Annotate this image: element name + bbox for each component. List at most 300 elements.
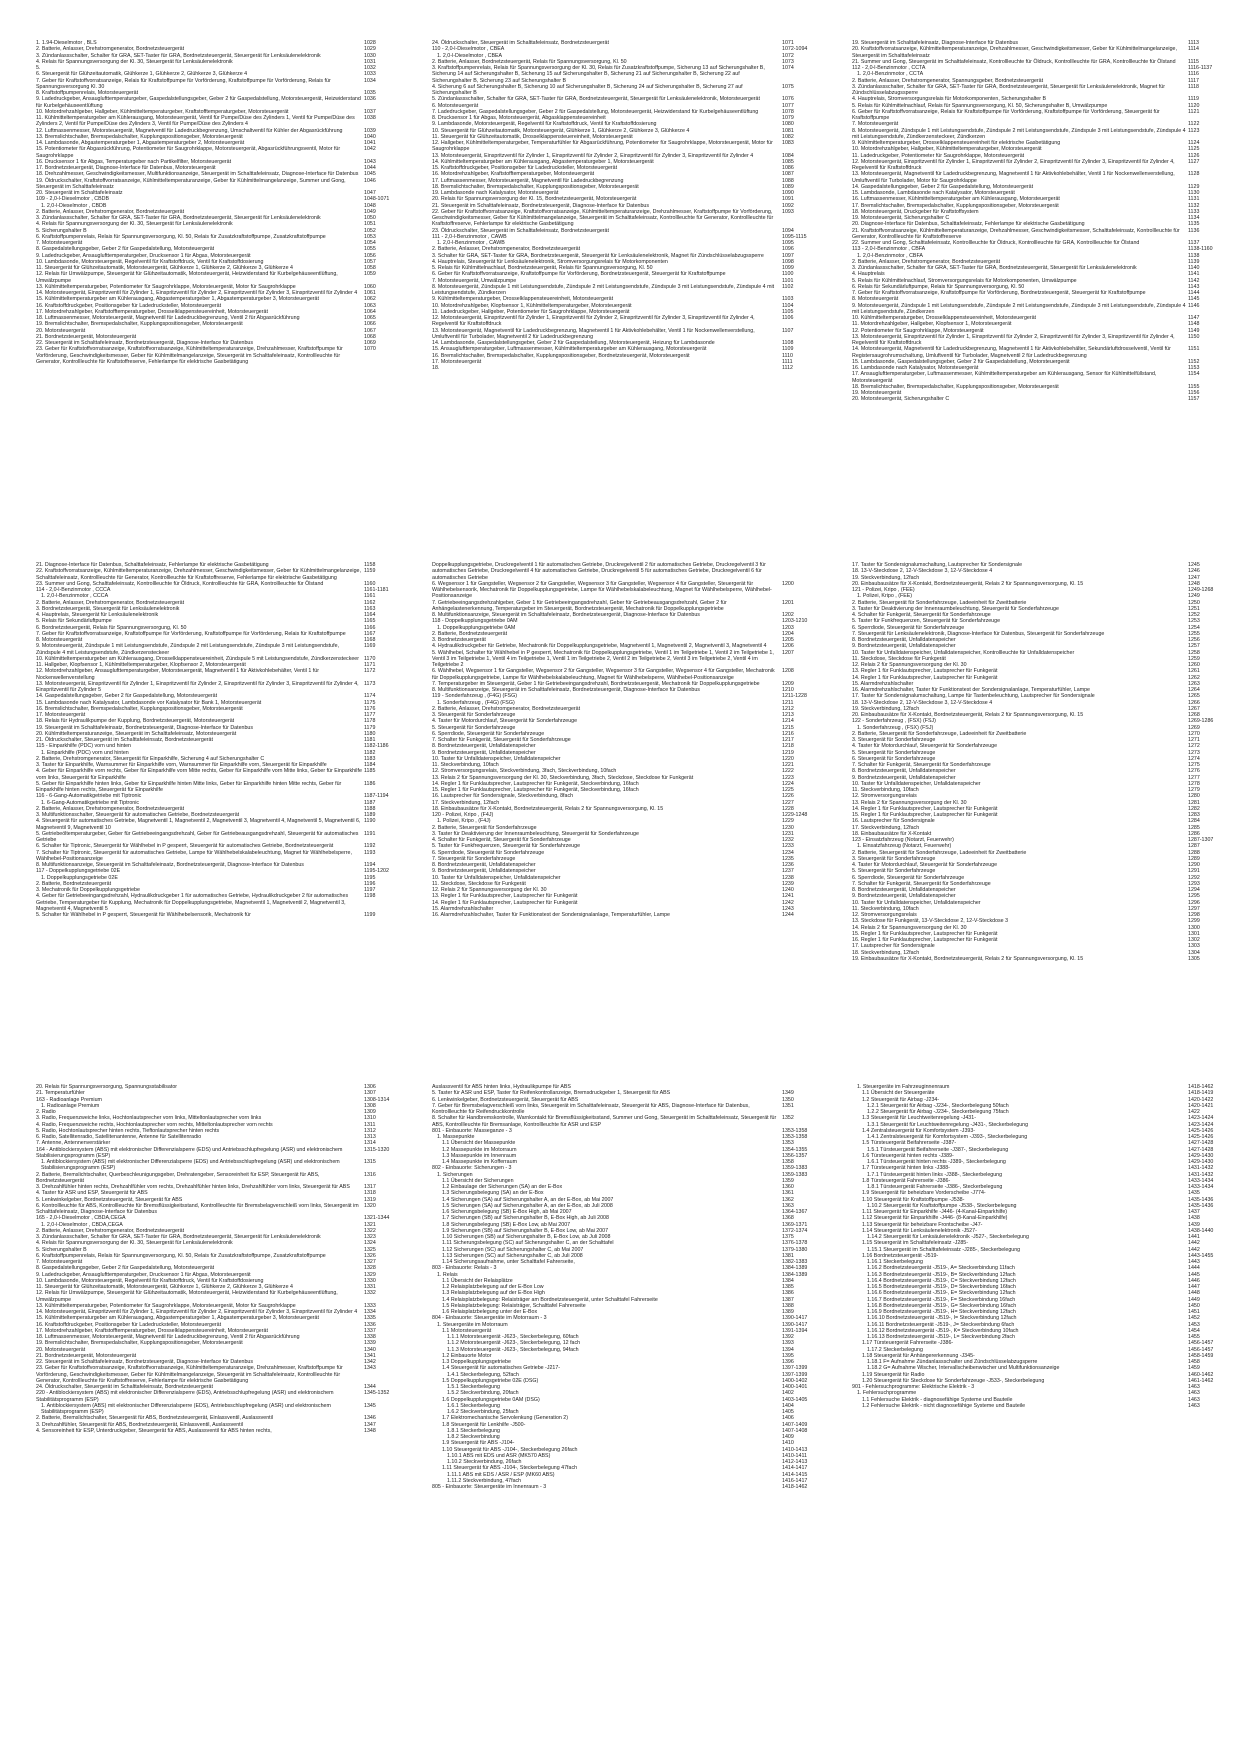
entry-page-number: 1169: [364, 643, 376, 650]
entry-title: 5. Relais für Sekundärluftpumpe: [36, 618, 112, 625]
entry-title: 7. Geber für Bremsbelagverschleiß vorn links, Steuergerät im Schalttafeleinsatz, Steuergerät für ABS, Diagnose-Interface für Datenbus, Kontrollleuchte für Reifendruckkontrolle: [432, 1102, 750, 1115]
entry-title: 1.1 Übersicht der Relaisplätze: [442, 1277, 513, 1284]
entry-title: 7. Schalter für Tiptronic, Steuergerät für automatisches Getriebe, Lampe für Wählhebelskalabeleuchtung, Magnet für Wählhebelsperre, Wählhebel-Positionsanzeige: [36, 849, 352, 862]
entry-title: 1. 2,0-l-Dieselmotor , CBDB: [41, 202, 107, 209]
entry-page-number: 1451: [1188, 1309, 1200, 1315]
entry-page-number: 1186: [364, 780, 376, 787]
entry-title: 4. Relais für Spannungsversorgung der Kl. 30, Steuergerät für Lenksäulenelektronik: [36, 1240, 233, 1247]
entry-page-number: 1441: [1188, 1234, 1200, 1240]
entry-page-number: 1152: [1188, 358, 1200, 365]
entry-page-number: 1389: [782, 1309, 794, 1315]
entry-page-number: 1279: [1188, 787, 1200, 793]
entry-page-number: 1176: [364, 705, 376, 712]
entry-title: 4. Schalter für Funkgerät, Steuergerät für Sonderfahrzeuge: [852, 612, 991, 618]
entry-page-number: 1180: [364, 730, 376, 737]
entry-title: 1.20 Steuergerät für Steckdose für Sonderfahrzeuge -J533-, Steckerbelegung: [862, 1377, 1045, 1384]
index-entry[interactable]: [852, 128, 1232, 141]
entry-page-number: 1232: [782, 837, 794, 843]
index-entry[interactable]: [432, 1103, 826, 1116]
entry-title: 14. Gaspedalstellungsgeber, Geber 2 für Gaspedalstellung, Motorsteuergerät: [36, 693, 218, 700]
entry-title: 1.4 Sicherungen (SA) auf Sicherungshalter A, an der E-Box, ab Mai 2007: [442, 1196, 614, 1203]
entry-page-number: 1395: [782, 1352, 794, 1359]
index-panel-3: [0, 1084, 1240, 1744]
entry-title: 1. Relais: [437, 1271, 458, 1278]
entry-title: 4. Geber für Getriebeeingangsdrehzahl, Hydraulikdruckgeber 1 für automatisches Getriebe, Hydraulikdruckgeber 2 für automatisches Getriebe, Temperaturgeber für Kupplung, Mechatronik für Doppelkupplungsgetriebe, Magnetventil 1, Magnetventil 2, Magnetventil 3, Magnetventil 4, Magnetventil 5: [36, 893, 349, 912]
entry-title: 16. Kraftstoffdruckgeber, Positionsgeber für Ladedrucksteller, Motorsteuergerät: [36, 1321, 222, 1328]
index-entry[interactable]: [36, 78, 408, 91]
entry-page-number: 1407-1408: [782, 1427, 808, 1434]
entry-page-number: 1073: [782, 58, 794, 65]
entry-page-number: 1265: [1188, 693, 1200, 700]
index-entry[interactable]: [36, 1403, 408, 1416]
entry-title: 7. Motorsteuergerät: [36, 240, 83, 246]
entry-page-number: 1463: [1188, 1390, 1200, 1397]
entry-page-number: 1141: [1188, 271, 1200, 278]
entry-page-number: 1348: [364, 1427, 376, 1434]
entry-page-number: 1171: [364, 662, 376, 668]
index-entry[interactable]: [432, 365, 826, 371]
index-entry[interactable]: [36, 831, 408, 844]
entry-title: 1. Fehlersuchprogramme: [857, 1390, 917, 1397]
entry-page-number: 1376-1378: [782, 1240, 808, 1247]
index-entry[interactable]: [36, 271, 408, 284]
entry-title: 7. Motorsteuergerät: [852, 121, 899, 128]
index-entry[interactable]: [36, 668, 408, 681]
entry-page-number: 1078: [782, 108, 794, 115]
entry-page-number: 1293: [1188, 880, 1200, 887]
entry-page-number: 1157: [1188, 396, 1200, 403]
entry-title: 5. Lenkwinkelgeber, Bordnetzsteuergerät, Steuergerät für ABS: [36, 1196, 183, 1203]
entry-page-number: 1418-1462: [1188, 1084, 1214, 1090]
entry-page-number: 1328: [364, 1265, 376, 1272]
entry-title: 12. Motorsteuergerät, Einspritzventil für Zylinder 1, Einspritzventil für Zylinder 2, Einspritzventil für Zylinder 3, Einspritzventil für Zylinder 4, Regelventil für Kraftstoffdruck: [852, 158, 1175, 171]
entry-title: 19. Lambdasonde nach Katalysator, Motorsteuergerät: [432, 190, 559, 196]
entry-title: 18. Relais für Hydraulikpumpe der Kupplung, Bordnetzsteuergerät, Motorsteuergerät: [36, 718, 235, 725]
index-entry[interactable]: [432, 581, 826, 600]
entry-title: 1.16.3 Bordnetzsteuergerät -J519-, B= Steckverbindung 12fach: [867, 1271, 1016, 1278]
entry-page-number: 1288: [1188, 849, 1200, 856]
entry-page-number: 1362: [782, 1196, 794, 1203]
entry-page-number: 1129: [1188, 183, 1200, 190]
index-entry[interactable]: [852, 371, 1232, 384]
index-entry[interactable]: [432, 650, 826, 669]
entry-page-number: 1295: [1188, 893, 1200, 900]
entry-page-number: 1214: [782, 718, 794, 725]
entry-title: 1. Sonderfahrzeug , (F4G) (FSG): [437, 699, 515, 706]
entry-page-number: 1269-1286: [1188, 718, 1214, 725]
entry-page-number: 1266: [1188, 699, 1200, 706]
entry-title: 6. Steuergerät für Glühzeitautomatik, Glühkerze 1, Glühkerze 2, Glühkerze 3, Glühkerze 4: [36, 71, 248, 78]
index-entry[interactable]: [432, 140, 826, 153]
entry-page-number: 1160: [364, 580, 376, 587]
index-entry[interactable]: [432, 1115, 826, 1128]
entry-title: 7. Schalter für Funkgerät, Steuergerät für Sonderfahrzeuge: [852, 880, 991, 887]
entry-title: 1.16.11 Bordnetzsteuergerät -J519-, J= Steckverbindung 6fach: [867, 1321, 1015, 1328]
index-entry[interactable]: [432, 668, 826, 681]
entry-title: 15. Regler 1 für Funklautsprecher, Lautsprecher für Funkgerät: [852, 930, 998, 937]
entry-title: 17. Motordrehzahlgeber, Kraftstofftemperaturgeber, Drosselklappensteuereinheit, Motorsteuergerät: [36, 308, 268, 315]
index-entry[interactable]: [36, 1147, 408, 1160]
entry-title: 21. Bordnetzsteuergerät, Motorsteuergerät: [36, 1352, 137, 1359]
entry-title: 116 - 6-Gang-Automatikgetriebe mit Tiptronic: [36, 793, 142, 800]
entry-title: 6. Lenkwinkelgeber, Bordnetzsteuergerät, Steuergerät für ABS: [432, 1096, 579, 1103]
entry-page-number: 1407-1409: [782, 1421, 808, 1428]
entry-title: 11. Kühlmitteltemperaturgeber am Kühlerausgang, Motorsteuergerät, Ventil für Pumpe/Düse des Zylinders 1, Ventil für Pumpe/Düse des Zylinders 2, Ventil für Pumpe/Düse des Zylinders 3, Ventil für Pumpe/Düse des Zylinders 4: [36, 115, 355, 128]
entry-page-number: 1173: [364, 680, 376, 687]
entry-page-number: 1345-1352: [364, 1390, 390, 1397]
entry-title: 1.13 Steuergerät für beheizbare Frontscheibe -J47-: [862, 1221, 983, 1228]
entry-page-number: 1218: [782, 743, 794, 750]
entry-title: 9. Lambdasonde, Motorsteuergerät, Regelventil für Kraftstoffdruck, Ventil für Kraftstoffdosierung: [432, 121, 657, 128]
entry-page-number: 1051: [364, 221, 376, 228]
entry-page-number: 1030: [364, 52, 376, 59]
entry-title: 8. Gaspedalstellungsgeber, Geber 2 für Gaspedalstellung, Motorsteuergerät: [36, 246, 215, 253]
index-entry[interactable]: [852, 84, 1232, 97]
entry-title: 6. Schalter für Tiptronic, Steuergerät für Wählhebel in P gesperrt, Steuergerät für automatisches Getriebe, Bordnetzsteuergerät: [36, 843, 334, 850]
entry-title: 1.3 Steuergerät für Leuchtweitenregelung -J431-: [862, 1115, 976, 1122]
entry-title: 21. Summer und Gong, Steuergerät im Schalttafeleinsatz, Kontrollleuchte für Öldruck, Kontrollleuchte für GRA, Kontrollleuchte für Ölstand: [852, 58, 1176, 65]
entry-page-number: 1305: [1188, 955, 1200, 962]
entry-page-number: 1149: [1188, 327, 1200, 334]
index-entry[interactable]: [432, 1484, 826, 1490]
entry-title: 117 - Doppelkupplungsgetriebe 02E: [36, 868, 121, 875]
entry-page-number: 1422: [1188, 1109, 1200, 1115]
entry-title: 1.8 Sicherungsbelegung (SB) E-Box Low, ab Mai 2007: [442, 1221, 571, 1228]
entry-title: 14. Regler 1 für Funklautsprecher, Lautsprecher für Funkgerät, Steckverbindung, 16fach: [432, 780, 639, 787]
entry-title: 3. Schalter für GRA, SET-Taster für GRA, Bordnetzsteuergerät, Steuergerät für Lenksäulenelektronik, Magnet für Zündschlüsselabzugssperre: [432, 252, 764, 259]
index-entry[interactable]: [432, 315, 826, 328]
entry-title: 5. Zündanlassschalter, Schalter für GRA, SET-Taster für GRA, Bordnetzsteuergerät, Steuergerät für Lenksäulenelektronik, Motorsteuergerät: [432, 96, 760, 103]
index-entry[interactable]: [852, 1403, 1232, 1409]
entry-page-number: 1168: [364, 637, 376, 643]
entry-page-number: 1252: [1188, 612, 1200, 618]
entry-title: 22. Kraftstoffvorratsanzeige, Kühlmitteltemperaturanzeige, Drehzahlmesser, Geschwindigkeitsmesser, Geber für Kühlmittelmangelanzeige, Schalttafeleinsatz, Kontrollleuchte für Generator, Kontrollleuchte für Kraftstoffreserve, Fehlerlampe für elektrische Gasbetätigung: [36, 568, 361, 581]
index-entry[interactable]: [36, 1290, 408, 1303]
entry-page-number: 1442: [1188, 1240, 1200, 1247]
entry-title: 1.2 Massepunkte im Motorraum: [442, 1146, 517, 1153]
entry-title: 1.2 Relaisplatzbelegung auf der E-Box Low: [442, 1284, 544, 1290]
index-entry[interactable]: [36, 115, 408, 128]
entry-title: 1. Doppelkupplungsgetriebe 02E: [41, 874, 118, 881]
entry-title: 4. Sensoreinheit für ESP, Unterdruckgeber, Steuergerät für ABS, Auslassventil für ABS hinten rechts,: [36, 1427, 272, 1434]
entry-page-number: 1278: [1188, 780, 1200, 787]
index-entry[interactable]: [36, 850, 408, 863]
entry-title: 23. Geber für Kraftstoffvorratsanzeige, Kraftstoffvorratsanzeige, Kühlmitteltemperaturanzeige, Drehzahlmesser, Kraftstoffpumpe für Vorförderung, Geschwindigkeitsmesser, Geber für Kühlmittelmangelanzeige, Steuergerät im Schalttafeleinsatz, Kontrollleuchte für Generator, Kontrollleuchte für Kraftstoffreserve, Fehlerlampe für elektrische Gasbetätigung: [36, 1365, 343, 1384]
entry-title: 5. Steuergerät für Sonderfahrzeuge: [852, 868, 936, 875]
entry-page-number: 1114: [1188, 46, 1199, 53]
entry-title: 113 - 2,0-l-Benzinmotor , CBFA: [852, 246, 926, 253]
index-entry[interactable]: [36, 643, 408, 656]
entry-page-number: 1317: [364, 1184, 376, 1190]
entry-page-number: 1431-1432: [1188, 1165, 1214, 1172]
entry-title: 1.2.2 Steuergerät für Airbag -J234-, Steckerbelegung 75fach: [867, 1109, 1009, 1115]
index-column-1: [36, 562, 408, 918]
entry-page-number: 1033: [364, 71, 376, 78]
entry-title: 1. 2,0-l-Dieselmotor , CBDA,CEGA: [41, 1221, 123, 1228]
entry-title: 15. Regler 1 für Funklautsprecher, Lautsprecher für Funkgerät, Steckverbindung, 16fach: [432, 787, 639, 793]
entry-page-number: 1449: [1188, 1296, 1200, 1303]
entry-title: 5. Steuergerät für Sonderfahrzeuge: [432, 724, 516, 731]
entry-page-number: 1045: [364, 171, 376, 178]
entry-title: 4. Geber für Einparkhilfe vorn rechts, Geber für Einparkhilfe vorn Mitte rechts, Geber für Einparkhilfe vorn Mitte links, Geber für Einparkhilfe vorn links, Steuergerät für Einparkhilfe: [36, 768, 362, 781]
index-entry[interactable]: [36, 1159, 408, 1172]
entry-page-number: 1146: [1188, 302, 1200, 309]
entry-page-number: 1308-1314: [364, 1096, 390, 1103]
entry-title: 1. Radioanlage Premium: [41, 1102, 100, 1109]
index-entry[interactable]: [36, 681, 408, 694]
index-entry[interactable]: [432, 600, 826, 613]
entry-title: 1.6.1 Steckerbelegung: [447, 1402, 501, 1409]
entry-page-number: 1188: [364, 805, 376, 812]
entry-title: 5. Sicherungshalter B: [36, 1246, 87, 1253]
entry-title: 1.11 Sicherungsbelegung (SC) auf Sicherungshalter C, an der Schalttafel: [442, 1240, 614, 1247]
entry-page-number: 1105: [782, 308, 794, 315]
entry-page-number: 1285: [1188, 824, 1200, 831]
entry-page-number: 1331: [364, 1284, 376, 1290]
entry-title: 16. Kraftstoffdruckgeber, Positionsgeber für Ladedrucksteller, Motorsteuergerät: [36, 302, 222, 309]
entry-title: 1.14 Sicherungsaufnahme, unter Schalttafel Fahrerseite,: [442, 1259, 575, 1265]
index-entry[interactable]: [36, 1203, 408, 1216]
index-entry[interactable]: [432, 284, 826, 297]
entry-title: 1.11.2 Steckverbindung, 47fach: [447, 1477, 522, 1484]
entry-page-number: 1280: [1188, 793, 1200, 800]
index-entry[interactable]: [432, 84, 826, 97]
entry-page-number: 1213: [782, 712, 794, 718]
entry-title: 19. Motorsteuergerät, Sicherungshalter C: [852, 215, 950, 221]
entry-title: 6. Wegsensor 1 für Gangsteller, Wegsensor 2 für Gangsteller, Wegsensor 3 für Gangsteller, Wegsensor 4 für Gangsteller, Steuergerät für Wählhebelsensorik, Mechatronik für Doppelkupplungsgetriebe, Lampe für Wählhebelskalabeleuchtung, Magnet für Wählhebelsperre, Wählhebel-Positionsanzeige: [432, 580, 772, 600]
entry-title: 21. Bordnetzsteuergerät, Motorsteuergerät: [36, 333, 137, 340]
index-entry[interactable]: [852, 109, 1232, 122]
entry-page-number: 1143: [1188, 283, 1200, 290]
index-entry[interactable]: [852, 303, 1232, 316]
entry-title: 1.3 Massepunkte im Innenraum: [442, 1152, 517, 1159]
entry-page-number: 1059: [364, 271, 376, 278]
index-entry[interactable]: [432, 912, 826, 918]
entry-page-number: 1163: [364, 605, 376, 612]
index-entry[interactable]: [36, 96, 408, 109]
entry-page-number: 1108: [782, 340, 794, 346]
index-entry[interactable]: [852, 171, 1232, 184]
entry-page-number: 1463: [1188, 1396, 1200, 1403]
entry-title: 7. Ladedruckgeber, Gaspedalstellungsgeber, Geber 2 für Gaspedalstellung, Motorsteuergerät, Heizwiderstand für Kurbelgehäuseentlüftung: [432, 108, 759, 115]
entry-page-number: 1055: [364, 246, 376, 253]
entry-title: 13. Kühlmitteltemperaturgeber, Potentiometer für Saugrohrklappe, Motorsteuergerät, Motor für Saugrohrklappe: [36, 283, 296, 290]
entry-page-number: 1155: [1188, 383, 1200, 390]
index-entry[interactable]: [36, 568, 408, 581]
entry-title: 22. Summer und Gong, Schalttafeleinsatz, Kontrollleuchte für Öldruck, Kontrollleuchte für GRA, Kontrollleuchte für Ölstand: [852, 240, 1140, 246]
entry-page-number: 1103: [782, 296, 794, 303]
entry-page-number: 1216: [782, 730, 794, 737]
entry-title: 10. Lambdasonde, Motorsteuergerät, Regelventil für Kraftstoffdruck, Ventil für Kraftstoffdosierung: [36, 258, 264, 265]
entry-page-number: 1353: [782, 1140, 794, 1147]
index-entry[interactable]: [36, 1365, 408, 1384]
entry-page-number: 1211: [782, 699, 794, 706]
index-entry[interactable]: [36, 1172, 408, 1185]
entry-page-number: 1054: [364, 240, 376, 246]
entry-title: 3. Taster für Deaktivierung der Innenraumbeleuchtung, Steuergerät für Sonderfahrzeuge: [852, 605, 1059, 612]
entry-page-number: 1098: [782, 258, 794, 265]
entry-title: 7. Temperaturgeber im Steuergerät, Geber 1 für Getriebeeingangsdrehzahl, Bordnetzsteuergerät, Mechatronik für Doppelkupplungsgetriebe: [432, 680, 760, 687]
entry-title: 5. Steuergerät für Sonderfahrzeuge: [852, 749, 936, 756]
entry-title: 4. Taster für Motordurchlauf, Steuergerät für Sonderfahrzeuge: [852, 862, 998, 868]
index-entry[interactable]: [36, 768, 408, 781]
entry-page-number: 1057: [364, 258, 376, 265]
entry-title: 18. Motorsteuergerät, Druckgeber für Kraftstoffsystem: [852, 208, 979, 215]
index-entry[interactable]: [36, 912, 408, 918]
entry-page-number: 1345: [364, 1402, 376, 1409]
entry-page-number: 1290: [1188, 862, 1200, 868]
entry-page-number: 1101: [782, 277, 794, 284]
index-entry[interactable]: [36, 1428, 408, 1434]
entry-title: 2. Batterie, Steuergerät für Sonderfahrzeuge, Ladeeinheit für Zweitbatterie: [852, 730, 1027, 737]
entry-page-number: 1315-1320: [364, 1146, 390, 1153]
entry-page-number: 1439: [1188, 1221, 1200, 1228]
entry-page-number: 1249: [1188, 593, 1200, 600]
entry-page-number: 1116-1137: [1188, 65, 1213, 71]
entry-page-number: 1195-1202: [364, 868, 389, 875]
entry-page-number: 1237: [782, 868, 794, 875]
entry-title: 22. Steuergerät im Schalttafeleinsatz, Bordnetzsteuergerät, Diagnose-Interface für Datenbus: [36, 1359, 253, 1365]
index-entry[interactable]: [852, 396, 1232, 402]
entry-page-number: 1250: [1188, 599, 1200, 606]
entry-title: 1.17 Türsteuergerät Fahrerseite -J386-: [862, 1340, 954, 1347]
entry-title: 16. Lautsprecher für Sondersignale, Steckverbindung, 8fach: [432, 793, 574, 800]
entry-page-number: 1038: [364, 115, 376, 121]
index-panel-1: [0, 40, 1240, 540]
entry-title: 17. Luftmassenmesser, Motorsteuergerät, Magnetventil für Ladedruckbegrenzung: [432, 177, 624, 184]
entry-page-number: 1088: [782, 177, 794, 184]
entry-page-number: 1130: [1188, 190, 1200, 196]
entry-page-number: 1346: [364, 1415, 376, 1422]
entry-page-number: 1340: [364, 1346, 376, 1353]
entry-page-number: 1144: [1188, 290, 1200, 296]
entry-title: 1.5 Doppelkupplungsgetriebe 02E (DSG): [442, 1377, 539, 1384]
entry-title: 13. Relais 2 für Spannungsversorgung der Kl. 30: [852, 799, 967, 806]
entry-title: 7. Schalter für Funkgerät, Steuergerät für Sonderfahrzeuge: [432, 737, 571, 743]
index-entry[interactable]: [432, 328, 826, 341]
index-entry[interactable]: [36, 146, 408, 159]
entry-title: 9. Motorsteuergerät, Zündspule 1 mit Leistungsendstufe, Zündspule 2 mit Leistungsendstufe, Zündspule 3 mit Leistungsendstufe, Zündspule 4 mit Leistungsendstufe, Zündkerzen: [852, 302, 1186, 315]
entry-title: 6. Motorsteuergerät: [432, 102, 479, 109]
entry-page-number: 1107: [782, 327, 794, 334]
entry-title: 165 - 2,0-l-Dieselmotor , CBDA,CEGA: [36, 1215, 126, 1222]
entry-title: 2. Batterie, Anlasser, Drehstromgenerator, Bordnetzsteuergerät: [432, 246, 581, 253]
entry-page-number: 1112: [782, 365, 793, 371]
entry-page-number: 1228: [782, 805, 794, 812]
index-entry[interactable]: [36, 1390, 408, 1403]
index-entry[interactable]: [36, 893, 408, 912]
entry-title: 1.11.1 ABS mit EDS / ASR / ESP (MK60 ABS): [447, 1471, 555, 1478]
index-entry[interactable]: [852, 334, 1232, 347]
entry-page-number: 1456-1457: [1188, 1346, 1214, 1353]
entry-title: 1.16.10 Bordnetzsteuergerät -J519-, I= Steckverbindung 12fach: [867, 1315, 1017, 1322]
entry-page-number: 1138-1160: [1188, 246, 1213, 253]
entry-page-number: 1437: [1188, 1209, 1200, 1215]
entry-title: 16. Lambdasonde nach Katalysator, Motorsteuergerät: [852, 365, 979, 371]
entry-page-number: 1306: [364, 1084, 376, 1090]
entry-title: 3. Steuergerät für Sonderfahrzeuge: [852, 737, 936, 743]
entry-title: 4. Hauptrelais, Stromversorgungsrelais für Motorkomponenten, Sicherungshalter B: [852, 96, 1047, 103]
entry-title: 14. Lambdasonde, Abgastemperaturgeber 1, Abgastemperaturgeber 2, Motorsteuergerät: [36, 140, 245, 146]
index-entry[interactable]: [36, 781, 408, 794]
entry-page-number: 1360: [782, 1184, 794, 1190]
entry-page-number: 1156: [1188, 390, 1200, 396]
index-entry[interactable]: [852, 159, 1232, 172]
entry-title: 20. Kühlmitteltemperaturanzeige, Steuergerät im Schalttafeleinsatz, Motorsteuergerät: [36, 730, 237, 737]
entry-page-number: 1249-1268: [1188, 587, 1214, 593]
entry-page-number: 1339: [364, 1340, 376, 1347]
entry-page-number: 1199: [364, 912, 376, 918]
entry-title: 3. Radio, Frequenzweiche links, Hochtonlautsprecher vorn links, Mitteltonlautsprecher vorn links: [36, 1115, 262, 1122]
index-entry[interactable]: [432, 65, 826, 84]
index-entry[interactable]: [852, 346, 1232, 359]
entry-page-number: 1226: [782, 793, 794, 800]
entry-page-number: 1443: [1188, 1259, 1200, 1265]
entry-title: 19. Öldruckschalter, Kraftstoffvorratsanzeige, Kühlmitteltemperaturanzeige, Geber für Kühlmittelmangelanzeige, Summer und Gong, Steuergerät im Schalttafeleinsatz: [36, 177, 346, 190]
entry-page-number: 1042: [364, 146, 376, 153]
entry-title: 4. Relais für Spannungsversorgung der Kl. 30, Steuergerät für Lenksäulenelektronik: [36, 58, 233, 65]
entry-page-number: 1204: [782, 630, 794, 637]
entry-title: 1.1.1 Motorsteuergerät -J623-, Steckerbelegung, 60fach: [447, 1334, 579, 1340]
entry-title: 9. Bordnetzsteuergerät, Unfalldatenspeicher: [852, 893, 956, 900]
entry-title: 2. Batterie, Bordnetzsteuergerät: [432, 630, 508, 637]
entry-title: 1.16.13 Bordnetzsteuergerät -J519-, L= Steckverbindung 2fach: [867, 1334, 1015, 1340]
entry-title: 8. Bordnetzsteuergerät, Unfalldatenspeicher: [852, 637, 956, 643]
entry-title: 16. Lautsprecher für Sondersignale: [852, 818, 935, 825]
index-entry[interactable]: [432, 562, 826, 581]
entry-page-number: 1405: [782, 1409, 794, 1415]
entry-title: 12. Stromversorgungsrelais: [852, 793, 917, 800]
entry-page-number: 1209: [782, 680, 794, 687]
entry-page-number: 1031: [364, 58, 376, 65]
index-entry[interactable]: [432, 209, 826, 228]
entry-page-number: 1289: [1188, 855, 1200, 862]
entry-page-number: 1344: [364, 1384, 376, 1390]
entry-page-number: 1150: [1188, 333, 1200, 340]
entry-title: 3. Zündanlassschalter, Schalter für GRA, SET-Taster für GRA, Bordnetzsteuergerät, Steuergerät für Lenksäulenelektronik: [852, 265, 1137, 271]
entry-title: 18. Bremslichtschalter, Bremspedalschalter, Kupplungspositionsgeber, Motorsteuergerät: [852, 383, 1059, 390]
entry-page-number: 1048: [364, 202, 376, 209]
index-entry[interactable]: [36, 178, 408, 191]
index-entry[interactable]: [852, 46, 1232, 59]
index-entry[interactable]: [36, 818, 408, 831]
entry-title: 11. Motordrehzahlgeber, Hallgeber, Klopfsensor 1, Motorsteuergerät: [852, 321, 1012, 328]
entry-title: 10. Motordrehzahlgeber, Klopfsensor 1, Kühlmitteltemperaturgeber, Motorsteuergerät: [432, 302, 632, 309]
entry-title: 11. Steuergerät für Glühzeitautomatik, Motorsteuergerät, Glühkerze 1, Glühkerze 2, Glühkerze 3, Glühkerze 4: [36, 1284, 293, 1290]
entry-page-number: 1460-1462: [1188, 1371, 1214, 1378]
entry-page-number: 1381: [782, 1252, 794, 1259]
entry-title: 1.5.1 Türsteuergerät Beifahrerseite -J387-, Steckerbelegung: [867, 1146, 1009, 1153]
entry-page-number: 1253: [1188, 618, 1200, 625]
entry-title: 10. Motordrehzahlgeber, Hallgeber, Kühlmitteltemperaturgeber, Kraftstofftemperaturgeber, Motorsteuergerät: [36, 108, 289, 115]
entry-page-number: 1062: [364, 296, 376, 303]
entry-page-number: 1072-1094: [782, 46, 808, 53]
entry-page-number: 1165: [364, 618, 376, 625]
entry-title: 1. Steuergeräte im Fahrzeuginnenraum: [857, 1084, 950, 1090]
index-entry[interactable]: [852, 956, 1232, 962]
entry-title: 1.6 Relaisplatzbelegung unter der E-Box: [442, 1309, 538, 1315]
entry-title: 17. Steckverbindung, 12fach: [852, 824, 920, 831]
entry-page-number: 1438-1440: [1188, 1227, 1214, 1234]
index-entry[interactable]: [852, 228, 1232, 241]
entry-title: 1.2 Einbaulage der Sicherungen (SA) an der E-Box: [442, 1184, 563, 1190]
entry-title: 901 - Fehlersuchprogramme: Elektrische Elektrik - 3: [852, 1384, 975, 1390]
entry-title: 1.14.2 Steuergerät für Lenksäulenelektronik -J527-, Steckerbelegung: [867, 1234, 1029, 1240]
entry-title: 9. Ladedruckgeber, Ansauglufttemperaturgeber, Drucksensor 1 für Abgas, Motorsteuergerät: [36, 1271, 251, 1278]
index-entry[interactable]: [36, 346, 408, 365]
entry-title: 6. Bordnetzsteuergerät, Relais für Spannungsversorgung, Kl. 50: [36, 624, 187, 631]
entry-title: 2. Radio: [36, 1109, 56, 1115]
